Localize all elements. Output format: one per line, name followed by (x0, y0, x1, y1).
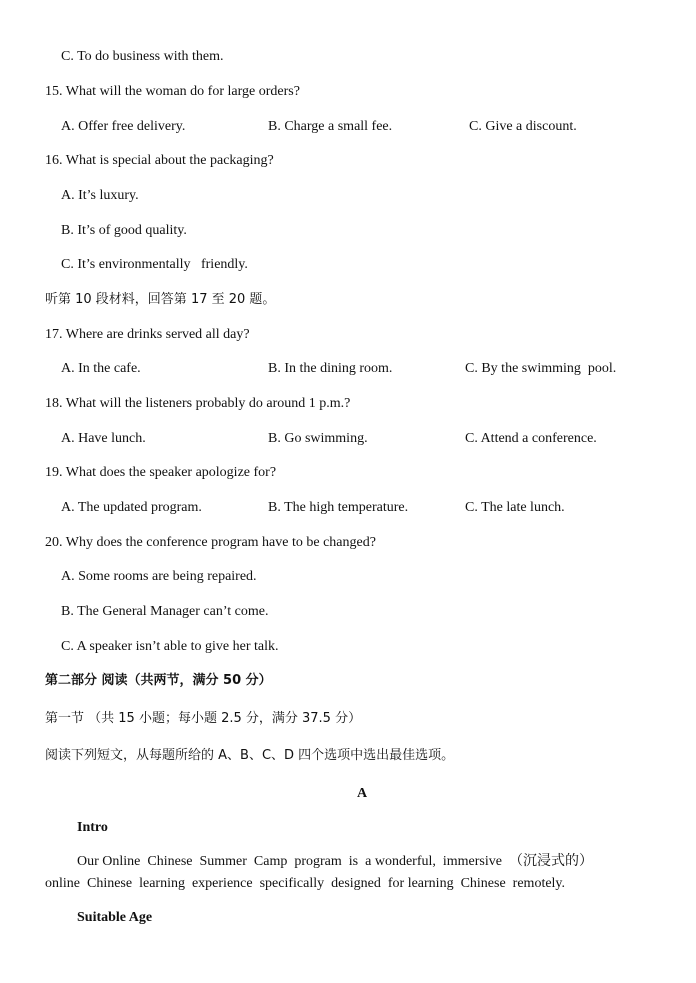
q17-option-c: C. By the swimming pool. (465, 361, 617, 376)
q16-option-a: A. It’s luxury. (61, 188, 139, 203)
intro-paragraph-line-2: online Chinese learning experience specifically designed for learning Chinese remotely. (45, 876, 566, 891)
q16-stem: 16. What is special about the packaging? (45, 153, 274, 168)
q15-option-a: A. Offer free delivery. (61, 119, 186, 134)
part-two-title: 第二部分 阅读（共两节，满分 50 分） (45, 673, 272, 688)
reading-instructions: 阅读下列短文，从每题所给的 A、B、C、D 四个选项中选出最佳选项。 (45, 748, 455, 763)
q15-stem: 15. What will the woman do for large orders? (45, 84, 300, 99)
section-10-instruction: 听第 10 段材料，回答第 17 至 20 题。 (45, 292, 276, 307)
q15-option-b: B. Charge a small fee. (268, 119, 393, 134)
intro-heading: Intro (77, 820, 108, 835)
q17-option-a: A. In the cafe. (61, 361, 141, 376)
q20-option-b: B. The General Manager can’t come. (61, 604, 269, 619)
q19-option-b: B. The high temperature. (268, 500, 409, 515)
suitable-age-heading: Suitable Age (77, 910, 153, 925)
q20-option-a: A. Some rooms are being repaired. (61, 569, 257, 584)
q16-option-c: C. It’s environmentally friendly. (61, 257, 248, 272)
q20-stem: 20. Why does the conference program have to be changed? (45, 535, 376, 550)
intro-paragraph-line-1: Our Online Chinese Summer Camp program is a wonderful, immersive （沉浸式的） (77, 854, 593, 869)
q18-option-b: B. Go swimming. (268, 431, 368, 446)
q18-option-c: C. Attend a conference. (465, 431, 597, 446)
q17-option-b: B. In the dining room. (268, 361, 393, 376)
q19-stem: 19. What does the speaker apologize for? (45, 465, 277, 480)
q20-option-c: C. A speaker isn’t able to give her talk. (61, 639, 279, 654)
q14-option-c: C. To do business with them. (61, 49, 224, 64)
q17-stem: 17. Where are drinks served all day? (45, 327, 250, 342)
q16-option-b: B. It’s of good quality. (61, 223, 187, 238)
q19-option-a: A. The updated program. (61, 500, 202, 515)
q19-option-c: C. The late lunch. (465, 500, 565, 515)
q18-stem: 18. What will the listeners probably do around 1 p.m.? (45, 396, 351, 411)
passage-label: A (356, 786, 368, 801)
q18-option-a: A. Have lunch. (61, 431, 146, 446)
q15-option-c: C. Give a discount. (469, 119, 577, 134)
section-one-title: 第一节 （共 15 小题；每小题 2.5 分，满分 37.5 分） (45, 711, 362, 726)
